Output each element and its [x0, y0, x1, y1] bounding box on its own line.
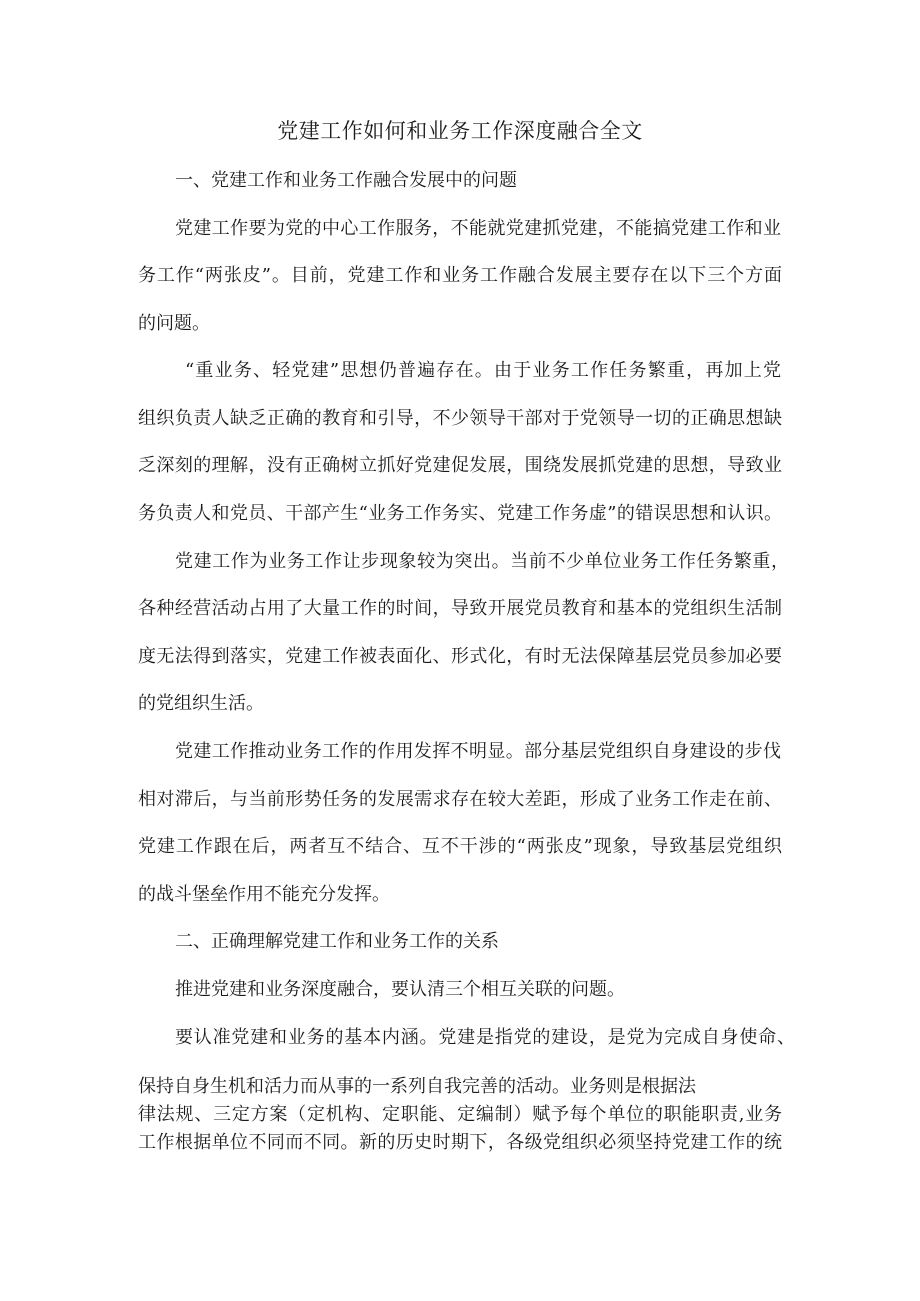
- paragraph-line: 党建工作为业务工作让步现象较为突出。当前不少单位业务工作任务繁重，: [175, 551, 789, 572]
- paragraph-line: 党建工作要为党的中心工作服务，不能就党建抓党建，不能搞党建工作和业: [175, 218, 781, 239]
- paragraph-line: 务负责人和党员、干部产生“业务工作务实、党建工作务虚”的错误思想和认识。: [138, 503, 782, 524]
- paragraph-line: 的战斗堡垒作用不能充分发挥。: [138, 884, 390, 905]
- paragraph-line: 度无法得到落实，党建工作被表面化、形式化，有时无法保障基层党员参加必要: [138, 646, 782, 667]
- paragraph-line: 的党组织生活。: [138, 693, 264, 714]
- paragraph-line: 党建工作推动业务工作的作用发挥不明显。部分基层党组织自身建设的步伐: [175, 741, 781, 762]
- paragraph-line: 推进党建和业务深度融合，要认清三个相互关联的问题。: [175, 979, 625, 1000]
- document-title: 党建工作如何和业务工作深度融合全文: [277, 119, 643, 143]
- paragraph-line: 各种经营活动占用了大量工作的时间，导致开展党员教育和基本的党组织生活制: [138, 598, 782, 619]
- paragraph-line: 保持自身生机和活力而从事的一系列自我完善的活动。业务则是根据法: [138, 1076, 696, 1097]
- paragraph-line: 要认准党建和业务的基本内涵。党建是指党的建设，是党为完成自身使命、: [175, 1027, 795, 1048]
- paragraph-line: 相对滞后，与当前形势任务的发展需求存在较大差距，形成了业务工作走在前、: [138, 789, 782, 810]
- paragraph-line: 党建工作跟在后，两者互不结合、互不干涉的“两张皮”现象，导致基层党组织: [138, 836, 782, 857]
- paragraph-line: 的问题。: [138, 313, 210, 334]
- paragraph-line: “重业务、轻党建”思想仍普遍存在。由于业务工作任务繁重，再加上党: [185, 360, 781, 381]
- paragraph-line: 组织负责人缺乏正确的教育和引导，不少领导干部对于党领导一切的正确思想缺: [138, 408, 782, 429]
- paragraph-line: 工作根据单位不同而不同。新的历史时期下，各级党组织必须坚持党建工作的统: [138, 1132, 782, 1153]
- paragraph-line: 乏深刻的理解，没有正确树立抓好党建促发展，围绕发展抓党建的思想，导致业: [138, 455, 782, 476]
- paragraph-line: 律法规、三定方案（定机构、定职能、定编制）赋予每个单位的职能职责,业务: [138, 1104, 782, 1125]
- section-heading-1: 一、党建工作和业务工作融合发展中的问题: [175, 170, 517, 191]
- section-heading-2: 二、正确理解党建工作和业务工作的关系: [175, 931, 499, 952]
- paragraph-line: 务工作“两张皮”。目前，党建工作和业务工作融合发展主要存在以下三个方面: [138, 265, 782, 286]
